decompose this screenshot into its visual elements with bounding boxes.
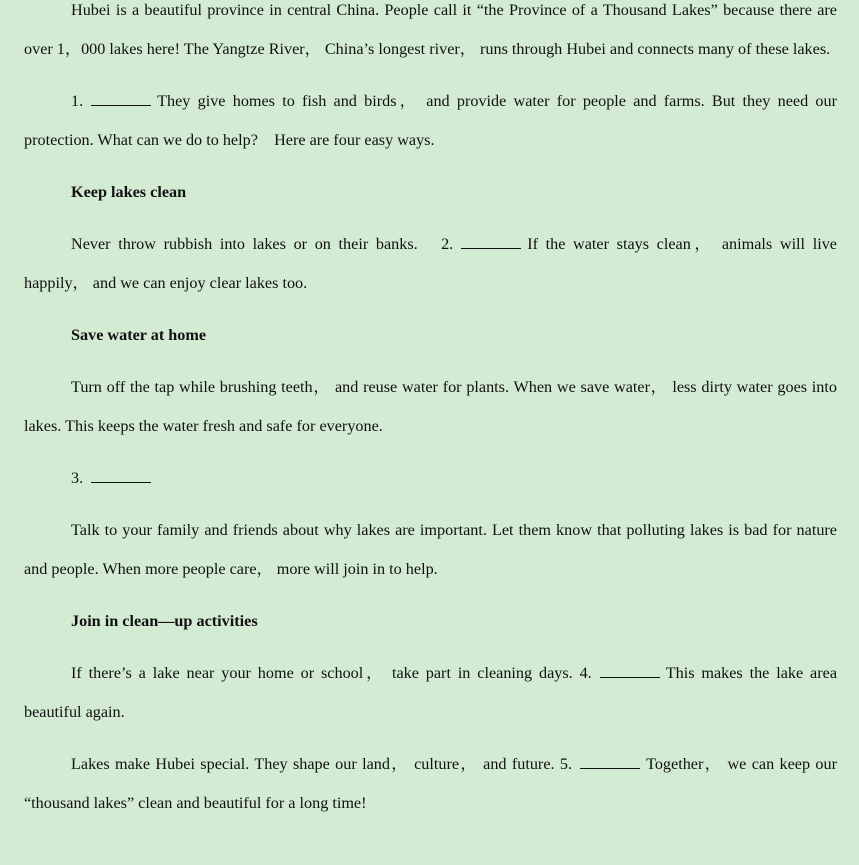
paragraph-7-text-b: This makes the lake area beautiful again. (24, 664, 838, 721)
paragraph-talk-family (24, 511, 837, 589)
intro-text: Hubei is a beautiful province in central China. People call it “the Province of a Thousand Lakes” because there are over 1，000 lakes here! The Yangtze River， China’s longest river， runs through Hubei and connects many of these lakes. (24, 1, 837, 58)
blank-1[interactable] (91, 91, 151, 106)
heading-clean-up: Join in clean—up activities (71, 612, 258, 630)
blank-4[interactable] (600, 663, 660, 678)
paragraph-2-text: They give homes to fish and birds， and provide water for people and farms. But they need our protection. What can we do to help? Here are four easy ways. (24, 92, 837, 149)
paragraph-save-water (24, 368, 837, 446)
paragraph-3-text-b: If the water stays clean， animals will live happily， and we can enjoy clear lakes too. (24, 235, 837, 292)
blank-3[interactable] (91, 468, 151, 483)
heading-save-water: Save water at home (71, 326, 207, 344)
paragraph-6-text: Talk to your family and friends about why lakes are important. Let them know that polluting lakes is bad for nature and people. When more people care， more will join in to help. (24, 521, 837, 578)
paragraph-conclusion (24, 745, 837, 823)
blank-4-number: 4. (579, 664, 592, 682)
paragraph-3-text-a: Never throw rubbish into lakes or on their banks. (71, 235, 442, 253)
paragraph-blank-1 (24, 82, 837, 160)
paragraph-blank-3 (24, 459, 837, 498)
paragraph-8-text-a: Lakes make Hubei special. They shape our land， culture， and future. (71, 755, 555, 773)
blank-5[interactable] (580, 754, 640, 769)
paragraph-4-text: Turn off the tap while brushing teeth， and reuse water for plants. When we save water， less dirty water goes into lakes. This keeps the water fresh and safe for everyone. (24, 378, 837, 435)
blank-3-number: 3. (71, 469, 84, 487)
blank-1-number: 1. (71, 92, 84, 110)
paragraph-8-text-b: Together， we can keep our “thousand lakes” clean and beautiful for a long time! (24, 755, 837, 812)
blank-2-number: 2. (441, 235, 454, 253)
paragraph-7-text-a: If there’s a lake near your home or school， take part in cleaning days. (71, 664, 573, 682)
blank-5-number: 5. (559, 755, 573, 773)
heading-keep-lakes-clean: Keep lakes clean (71, 183, 187, 201)
intro-paragraph (24, 0, 837, 69)
blank-2[interactable] (461, 234, 521, 249)
paragraph-clean-up (24, 654, 837, 732)
paragraph-keep-clean (24, 225, 837, 303)
